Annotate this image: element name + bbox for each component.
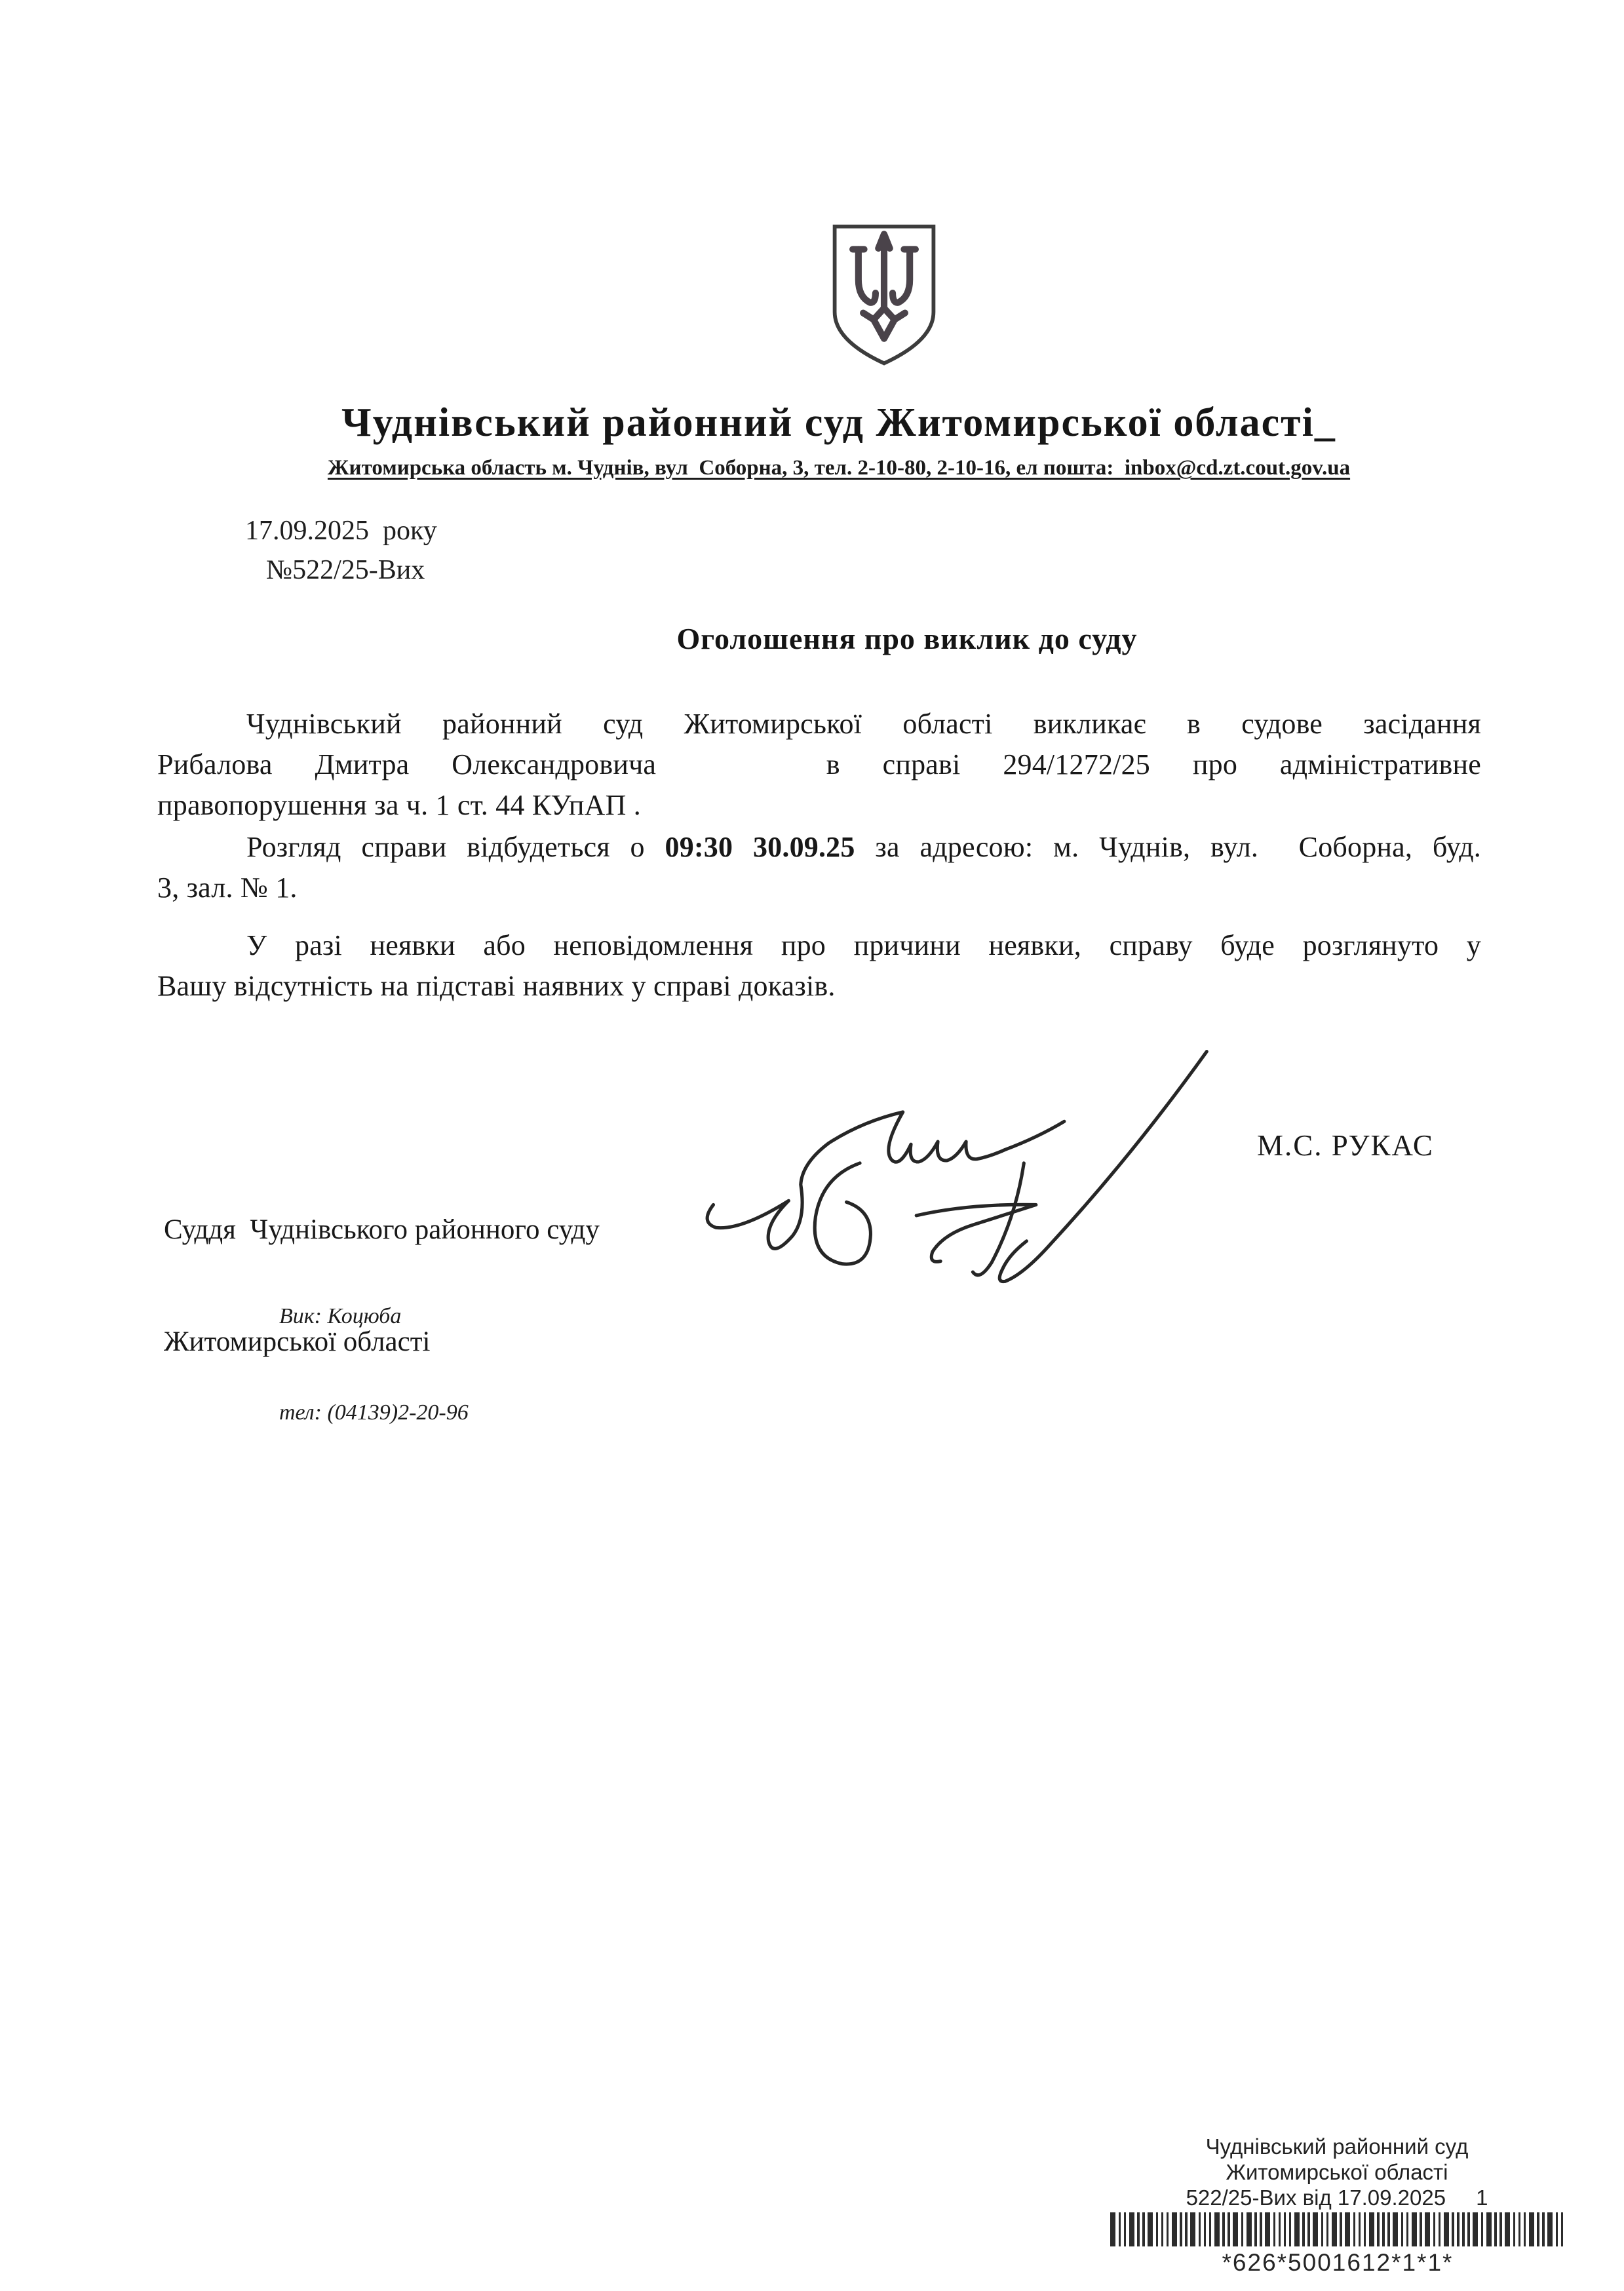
stamp-court-name: Чуднівський районний суд: [1205, 2134, 1469, 2159]
hearing-prefix: Розгляд справи відбудеться о: [246, 831, 665, 863]
footer-stamp: [1088, 2134, 1586, 2210]
barcode-text: *626*5001612*1*1*: [1222, 2249, 1454, 2276]
summons-line-1: Чуднівський районний суд Житомирської області викликає в судове засідання: [246, 708, 1481, 740]
court-address-line: Житомирська область м. Чуднів, вул Соборна, 3, тел. 2-10-80, 2-10-16, ел пошта: inbox@cd.zt.cout.gov.ua: [327, 456, 1351, 480]
stamp-page-number: 1: [1476, 2185, 1488, 2210]
executor-block: [279, 1236, 469, 1493]
paragraph-warning: [157, 925, 1481, 1007]
warning-line-1: У разі неявки або неповідомлення про причини неявки, справу буде розглянуто у: [246, 929, 1481, 961]
hearing-line-1: [157, 827, 1481, 868]
warning-line-2: Вашу відсутність на підставі наявних у справі доказів.: [157, 970, 836, 1002]
hearing-line-2: 3, зал. № 1.: [157, 872, 298, 904]
stamp-reference-row: [1088, 2185, 1586, 2210]
stamp-region: Житомирської області: [1226, 2160, 1448, 2184]
barcode-image: [1110, 2212, 1565, 2246]
document-number: №522/25-Вих: [266, 555, 425, 585]
judge-name: М.С. РУКАС: [1257, 1129, 1434, 1162]
document-title: Оголошення про виклик до суду: [676, 622, 1138, 655]
judge-title-line-2: Житомирської області: [164, 1326, 431, 1357]
executor-phone: тел: (04139)2-20-96: [279, 1400, 469, 1425]
hearing-datetime: 09:30 30.09.25: [665, 831, 855, 863]
hearing-address: за адресою: м. Чуднів, вул. Соборна, буд.: [855, 831, 1482, 863]
executor-name: Вик: Коцюба: [279, 1304, 402, 1328]
document-date: 17.09.2025 року: [245, 516, 437, 546]
paragraph-hearing: [157, 827, 1481, 908]
summons-line-2: Рибалова Дмитра Олександровича в справі 294/1272/25 про адміністративне: [157, 748, 1481, 780]
summons-line-3: правопорушення за ч. 1 ст. 44 КУпАП .: [157, 789, 641, 821]
trident-emblem-icon: [827, 219, 941, 371]
paragraph-summons: [157, 704, 1481, 826]
stamp-reference: 522/25-Вих від 17.09.2025: [1186, 2185, 1446, 2210]
signature-image: [701, 1042, 1226, 1291]
court-name-title: Чуднівський районний суд Житомирської області_: [341, 400, 1336, 445]
judge-title-line-1: Суддя Чуднівського районного суду: [164, 1214, 600, 1245]
